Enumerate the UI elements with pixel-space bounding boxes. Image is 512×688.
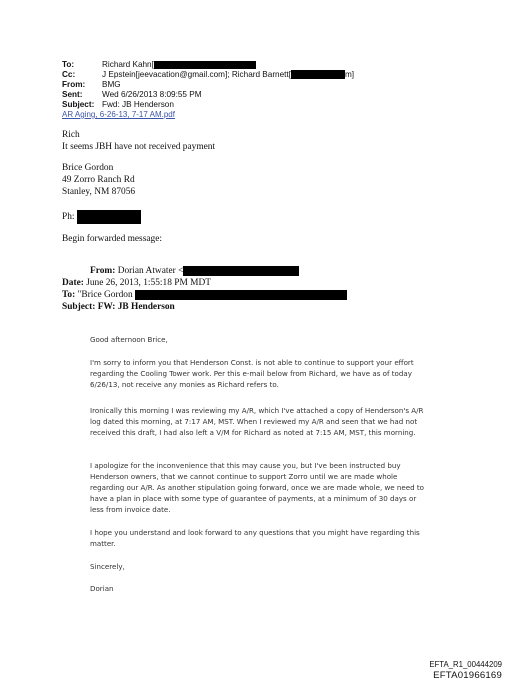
- signature-phone-row: [62, 210, 141, 224]
- redaction-box: [77, 210, 141, 224]
- fwd-to-label: To:: [62, 290, 76, 301]
- intro-greeting: Rich: [62, 130, 80, 140]
- footer-id-2: EFTA01966169: [433, 670, 502, 681]
- header-subject-row: [62, 100, 174, 110]
- phone-label: Ph:: [62, 212, 75, 223]
- cc-label: Cc:: [62, 70, 76, 79]
- intro-line: It seems JBH have not received payment: [62, 142, 216, 152]
- to-value: Richard Kahn[: [102, 60, 154, 69]
- fwd-date-row: [62, 278, 211, 289]
- from-value: BMG: [102, 80, 121, 89]
- message-greeting: Good afternoon Brice,: [90, 335, 168, 344]
- message-paragraph-2: Ironically this morning I was reviewing my A/R, which I've attached a copy of Henderson's A/R log dated this morning, at 7:17 AM, MST. When I reviewed my A/R and seen that we had not received this draft, I had also left a V/M for Richard as noted at 7:15 AM, MST, this morning.: [90, 406, 424, 437]
- message-paragraph-1: I'm sorry to inform you that Henderson Const. is not able to continue to support your effort regarding the Cooling Tower work. Per this e-mail below from Richard, we have as of today 6/26/13, not receive any monies as Richard refers to.: [90, 358, 414, 389]
- fwd-to-value: "Brice Gordon: [77, 290, 133, 301]
- header-to-row: [62, 60, 256, 70]
- footer-id-1: EFTA_R1_00444209: [429, 660, 502, 669]
- header-from-row: [62, 80, 121, 90]
- message-signoff-name: Dorian: [90, 584, 114, 593]
- signature-name: Brice Gordon: [62, 163, 114, 173]
- fwd-subject-label: Subject:: [62, 302, 96, 312]
- attachment-link[interactable]: AR Aging, 6-26-13, 7-17 AM.pdf: [62, 110, 175, 119]
- redaction-box: [135, 290, 347, 300]
- signature-street: 49 Zorro Ranch Rd: [62, 175, 135, 185]
- redaction-box: [154, 61, 256, 69]
- header-sent-row: [62, 90, 202, 100]
- subject-label: Subject:: [62, 100, 95, 109]
- message-closing: Sincerely,: [90, 562, 125, 571]
- to-label: To:: [62, 60, 75, 69]
- fwd-date-label: Date:: [62, 278, 84, 288]
- fwd-to-row: [62, 290, 347, 301]
- from-label: From:: [62, 80, 86, 89]
- forward-intro: Begin forwarded message:: [62, 234, 162, 244]
- redaction-box: [291, 70, 345, 79]
- fwd-from-row: [90, 266, 299, 277]
- message-paragraph-4: I hope you understand and look forward to any questions that you might have regarding this matter.: [90, 528, 420, 548]
- fwd-subject-row: [62, 302, 175, 313]
- sent-value: Wed 6/26/2013 8:09:55 PM: [102, 90, 202, 99]
- signature-city: Stanley, NM 87056: [62, 187, 136, 197]
- fwd-subject-value: FW: JB Henderson: [97, 302, 175, 312]
- fwd-from-label: From:: [90, 266, 116, 277]
- fwd-from-value: Dorian Atwater <: [117, 266, 184, 277]
- header-cc-row: [62, 70, 354, 80]
- message-paragraph-3: I apologize for the inconvenience that this may cause you, but I've been instructed buy Henderson owners, that we cannot continue to support Zorro until we are made whole regarding our A/R. As another stipulation going forward, once we are made whole, we need to have a plan in place with some type of guarantee of payments, at a minimum of 30 days or less from invoice date.: [90, 461, 425, 514]
- redaction-box: [183, 266, 299, 276]
- subject-value: Fwd: JB Henderson: [102, 100, 174, 109]
- fwd-date-value: June 26, 2013, 1:55:18 PM MDT: [86, 278, 211, 288]
- cc-value-end: m]: [344, 70, 355, 79]
- cc-value: J Epstein[jeevacation@gmail.com]; Richard Barnett[: [102, 70, 291, 79]
- sent-label: Sent:: [62, 90, 83, 99]
